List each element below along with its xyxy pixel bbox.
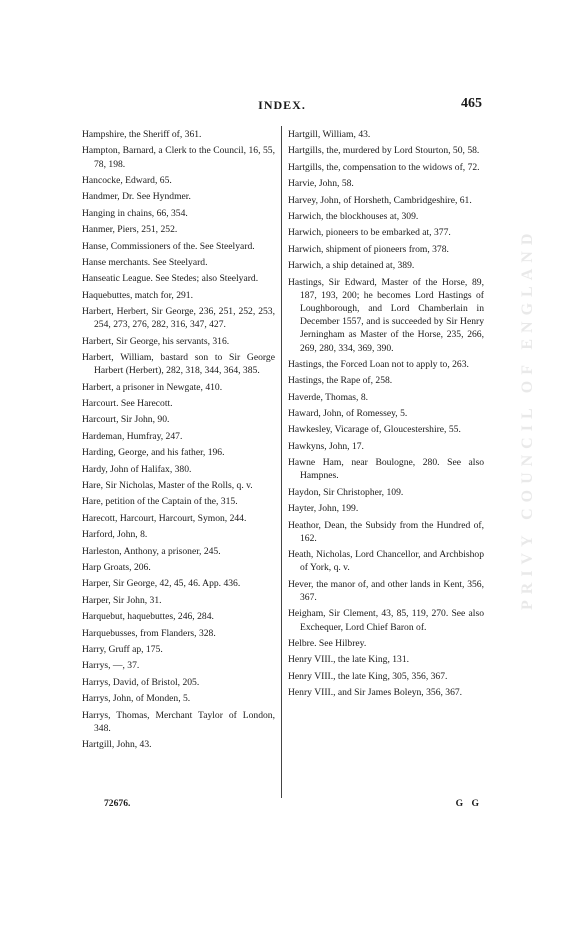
index-column-right (288, 128, 484, 703)
index-entry: Harquebusses, from Flanders, 328. (82, 627, 216, 639)
index-entry: Hastings, the Rape of, 258. (288, 375, 393, 387)
index-entry: Hayter, John, 199. (288, 503, 359, 515)
index-entry: Harry, Gruff ap, 175. (82, 643, 163, 655)
gathering-mark: G G (455, 798, 482, 809)
page-header (82, 98, 482, 118)
index-entry: Heathor, Dean, the Subsidy from the Hundred of, 162. (288, 519, 484, 544)
index-entry: Hardeman, Humfray, 247. (82, 430, 183, 442)
index-entry: Harwich, shipment of pioneers from, 378. (288, 243, 449, 255)
index-entry: Harbert, Herbert, Sir George, 236, 251, 252, 253, 254, 273, 276, 282, 316, 347, 427. (82, 306, 275, 331)
index-entry: Harecott, Harcourt, Harcourt, Symon, 244. (82, 512, 247, 524)
index-entry: Hartgills, the, compensation to the widows of, 72. (288, 161, 480, 173)
page-footer (82, 798, 482, 812)
index-entry: Hare, Sir Nicholas, Master of the Rolls, q. v. (82, 480, 253, 492)
index-entry: Haydon, Sir Christopher, 109. (288, 486, 404, 498)
index-entry: Hanging in chains, 66, 354. (82, 207, 188, 219)
index-entry: Harrys, —, 37. (82, 660, 140, 672)
index-entry: Harper, Sir John, 31. (82, 594, 162, 606)
index-entry: Harwich, the blockhouses at, 309. (288, 210, 419, 222)
index-entry: Hartgills, the, murdered by Lord Stourton, 50, 58. (288, 145, 480, 157)
index-entry: Hawkesley, Vicarage of, Gloucestershire, 55. (288, 424, 461, 436)
index-entry: Harford, John, 8. (82, 529, 148, 541)
index-entry: Harcourt, Sir John, 90. (82, 414, 170, 426)
index-entry: Hanmer, Piers, 251, 252. (82, 224, 178, 236)
index-entry: Hartgill, William, 43. (288, 129, 371, 140)
column-divider (281, 126, 282, 798)
index-entry: Hastings, Sir Edward, Master of the Horse, 89, 187, 193, 200; he becomes Lord Hastings of Loughborough, and Lord Chamberlain in December 1557, and is succeeded by Sir Henry Jerningham as Master of the Horse, 235, 266, 269, 280, 334, 369, 390. (288, 276, 484, 354)
index-entry: Haward, John, of Romessey, 5. (288, 408, 408, 420)
index-entry: Helbre. See Hilbrey. (288, 638, 367, 650)
index-entry: Handmer, Dr. See Hyndmer. (82, 191, 191, 203)
watermark: PRIVY COUNCIL OF ENGLAND (519, 227, 536, 610)
signature-mark: 72676. (104, 798, 131, 809)
index-entry: Harding, George, and his father, 196. (82, 447, 225, 459)
index-entry: Harwich, a ship detained at, 389. (288, 260, 415, 272)
index-entry: Harbert, a prisoner in Newgate, 410. (82, 381, 223, 393)
page-number: 465 (461, 96, 482, 111)
index-entry: Hever, the manor of, and other lands in Kent, 356, 367. (288, 578, 484, 604)
index-entry: Hanseatic League. See Stedes; also Steelyard. (82, 273, 259, 285)
index-entry: Haverde, Thomas, 8. (288, 391, 369, 403)
index-entry: Harbert, William, bastard son to Sir George Harbert (Herbert), 282, 318, 344, 364, 385. (82, 352, 275, 377)
index-entry: Hanse merchants. See Steelyard. (82, 256, 208, 268)
index-entry: Heigham, Sir Clement, 43, 85, 119, 270. See also Exchequer, Lord Chief Baron of. (288, 608, 484, 633)
index-entry: Harwich, pioneers to be embarked at, 377. (288, 227, 451, 239)
page-title: INDEX. (258, 98, 306, 112)
index-entry: Harrys, Thomas, Merchant Taylor of London, 348. (82, 709, 275, 734)
index-entry: Harquebut, haquebuttes, 246, 284. (82, 611, 214, 623)
index-entry: Heath, Nicholas, Lord Chancellor, and Archbishop of York, q. v. (288, 549, 484, 574)
index-entry: Hawne Ham, near Boulogne, 280. See also Hampnes. (288, 457, 484, 482)
index-entry: Hare, petition of the Captain of the, 315. (82, 496, 238, 508)
index-entry: Hanse, Commissioners of the. See Steelyard. (82, 240, 255, 252)
index-entry: Harper, Sir George, 42, 45, 46. App. 436. (82, 578, 241, 590)
index-entry: Haquebuttes, match for, 291. (82, 289, 193, 301)
index-entry: Harbert, Sir George, his servants, 316. (82, 335, 230, 347)
index-entry: Hardy, John of Halifax, 380. (82, 463, 192, 475)
index-entry: Harrys, John, of Monden, 5. (82, 693, 191, 705)
index-entry: Harp Groats, 206. (82, 561, 151, 573)
index-entry: Hancocke, Edward, 65. (82, 174, 172, 186)
index-entry: Harvey, John, of Horsheth, Cambridgeshire, 61. (288, 194, 472, 206)
index-entry: Hawkyns, John, 17. (288, 440, 364, 452)
index-entry: Harvie, John, 58. (288, 178, 354, 190)
index-entry: Henry VIII., and Sir James Boleyn, 356, 367. (288, 687, 463, 699)
index-entry: Harcourt. See Harecott. (82, 398, 173, 410)
index-entry: Hartgill, John, 43. (82, 739, 152, 751)
index-entry: Henry VIII., the late King, 131. (288, 654, 410, 666)
index-entry: Hastings, the Forced Loan not to apply to, 263. (288, 358, 469, 370)
index-column-left (82, 128, 275, 754)
index-entry: Harrys, David, of Bristol, 205. (82, 676, 200, 688)
index-entry: Hampton, Barnard, a Clerk to the Council, 16, 55, 78, 198. (82, 145, 275, 170)
index-entry: Hampshire, the Sheriff of, 361. (82, 129, 202, 140)
index-entry: Henry VIII., the late King, 305, 356, 367. (288, 670, 448, 682)
index-entry: Harleston, Anthony, a prisoner, 245. (82, 545, 221, 557)
